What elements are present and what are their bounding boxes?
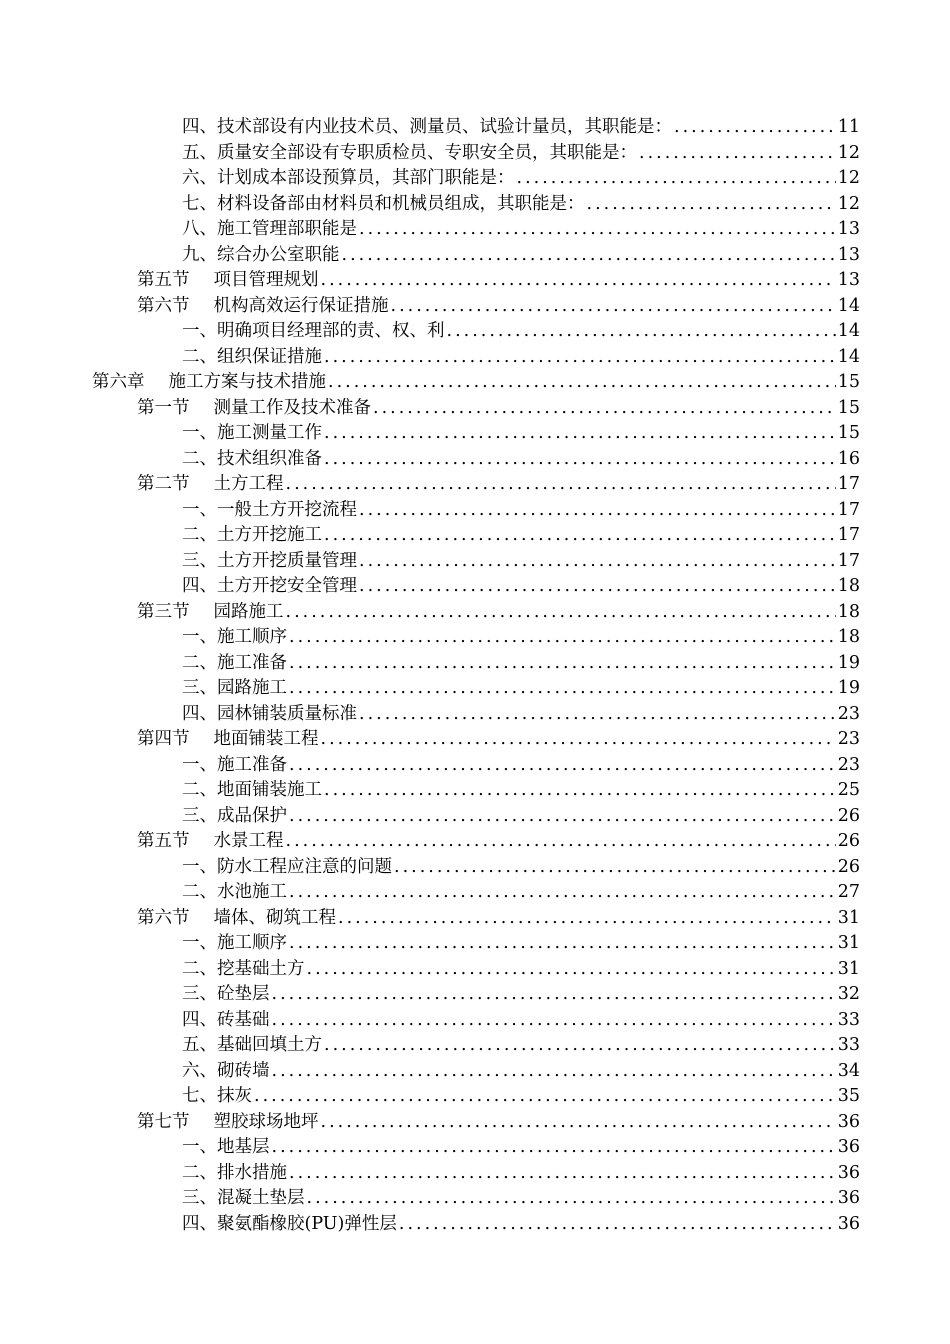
toc-entry-label: 二、地面铺装施工 bbox=[182, 780, 322, 800]
toc-leader-dots bbox=[270, 1008, 836, 1034]
toc-entry-title: 地面铺装工程 bbox=[213, 729, 319, 749]
toc-page-number: 12 bbox=[837, 142, 860, 163]
toc-entry-label: 一、一般土方开挖流程 bbox=[182, 499, 357, 520]
toc-entry-title: 测量工作及技术准备 bbox=[213, 397, 371, 418]
toc-entry-item[interactable] bbox=[92, 549, 860, 575]
toc-page-number: 17 bbox=[837, 525, 860, 545]
toc-entry-label: 二、水池施工 bbox=[182, 882, 287, 902]
toc-entry-text bbox=[137, 472, 284, 498]
toc-entry-title: 施工方案与技术措施 bbox=[168, 372, 326, 392]
toc-entry-item[interactable] bbox=[92, 880, 860, 906]
toc-entry-section[interactable] bbox=[92, 1110, 860, 1136]
toc-entry-title: 塑胶球场地坪 bbox=[213, 1111, 319, 1132]
toc-entry-text bbox=[182, 243, 340, 269]
toc-page-number: 12 bbox=[837, 168, 860, 188]
toc-entry-text bbox=[182, 1059, 270, 1085]
toc-entry-text bbox=[182, 1186, 305, 1212]
toc-entry-item[interactable] bbox=[92, 982, 860, 1008]
toc-entry-chapter[interactable] bbox=[92, 370, 860, 396]
toc-entry-text bbox=[137, 1110, 319, 1136]
toc-page-number: 36 bbox=[837, 1188, 860, 1208]
toc-entry-section[interactable] bbox=[92, 600, 860, 626]
toc-entry-title: 机构高效运行保证措施 bbox=[213, 295, 389, 316]
toc-entry-item[interactable] bbox=[92, 523, 860, 549]
toc-entry-text bbox=[137, 294, 389, 320]
toc-page-number: 23 bbox=[837, 703, 860, 724]
toc-leader-dots bbox=[357, 549, 836, 575]
toc-leader-dots bbox=[287, 625, 836, 651]
toc-entry-text bbox=[182, 574, 357, 600]
toc-entry-label: 七、抹灰 bbox=[182, 1086, 252, 1106]
toc-entry-item[interactable] bbox=[92, 192, 860, 218]
toc-leader-dots bbox=[336, 906, 836, 932]
toc-page-number: 36 bbox=[837, 1111, 860, 1132]
toc-page-number: 36 bbox=[837, 1137, 860, 1157]
toc-entry-label: 第三节 bbox=[137, 601, 190, 622]
toc-leader-dots bbox=[515, 166, 836, 192]
toc-entry-item[interactable] bbox=[92, 1212, 860, 1238]
toc-leader-dots bbox=[322, 447, 836, 473]
toc-entry-item[interactable] bbox=[92, 957, 860, 983]
toc-leader-dots bbox=[322, 345, 836, 371]
toc-entry-text bbox=[182, 855, 392, 881]
toc-page-number: 18 bbox=[837, 576, 860, 596]
toc-entry-text bbox=[182, 549, 357, 575]
toc-entry-text bbox=[182, 1135, 270, 1161]
toc-page-number: 23 bbox=[837, 754, 860, 775]
toc-leader-dots bbox=[357, 217, 836, 243]
toc-entry-section[interactable] bbox=[92, 396, 860, 422]
toc-entry-text bbox=[182, 115, 672, 141]
toc-page-number: 19 bbox=[837, 652, 860, 673]
toc-page-number: 26 bbox=[837, 831, 860, 851]
toc-leader-dots bbox=[326, 370, 836, 396]
toc-entry-label: 一、施工顺序 bbox=[182, 627, 287, 647]
toc-entry-item[interactable] bbox=[92, 1186, 860, 1212]
toc-entry-item[interactable] bbox=[92, 804, 860, 830]
toc-entry-title: 园路施工 bbox=[213, 601, 284, 622]
toc-entry-label: 二、土方开挖施工 bbox=[182, 525, 322, 545]
toc-entry-item[interactable] bbox=[92, 115, 860, 141]
toc-page-number: 13 bbox=[837, 244, 860, 265]
toc-entry-item[interactable] bbox=[92, 498, 860, 524]
toc-leader-dots bbox=[319, 727, 836, 753]
toc-leader-dots bbox=[340, 243, 836, 269]
toc-entry-label: 三、混凝土垫层 bbox=[182, 1188, 305, 1208]
toc-entry-text bbox=[137, 829, 284, 855]
toc-leader-dots bbox=[322, 421, 836, 447]
toc-entry-item[interactable] bbox=[92, 1008, 860, 1034]
toc-page-number: 32 bbox=[837, 984, 860, 1004]
toc-entry-label: 第四节 bbox=[137, 729, 190, 749]
toc-leader-dots bbox=[270, 1135, 836, 1161]
toc-entry-item[interactable] bbox=[92, 1033, 860, 1059]
toc-leader-dots bbox=[284, 472, 836, 498]
toc-page-number: 23 bbox=[837, 729, 860, 749]
toc-entry-label: 第五节 bbox=[137, 831, 190, 851]
toc-entry-text bbox=[137, 396, 371, 422]
toc-entry-item[interactable] bbox=[92, 778, 860, 804]
toc-entry-item[interactable] bbox=[92, 702, 860, 728]
table-of-contents bbox=[92, 115, 860, 1237]
toc-leader-dots bbox=[322, 1033, 836, 1059]
toc-page-number: 34 bbox=[837, 1060, 860, 1081]
toc-entry-item[interactable] bbox=[92, 574, 860, 600]
toc-entry-label: 二、施工准备 bbox=[182, 652, 287, 673]
toc-leader-dots bbox=[284, 600, 836, 626]
toc-entry-label: 一、防水工程应注意的问题 bbox=[182, 856, 392, 877]
toc-page-number: 25 bbox=[837, 780, 860, 800]
toc-leader-dots bbox=[585, 192, 836, 218]
toc-entry-text bbox=[92, 370, 326, 396]
toc-page-number: 18 bbox=[837, 627, 860, 647]
toc-entry-item[interactable] bbox=[92, 855, 860, 881]
toc-leader-dots bbox=[397, 1212, 836, 1238]
toc-entry-label: 四、土方开挖安全管理 bbox=[182, 576, 357, 596]
toc-entry-label: 第七节 bbox=[137, 1111, 190, 1132]
toc-entry-label: 三、园路施工 bbox=[182, 678, 287, 698]
toc-entry-item[interactable] bbox=[92, 319, 860, 345]
toc-leader-dots bbox=[371, 396, 836, 422]
toc-entry-item[interactable] bbox=[92, 931, 860, 957]
toc-entry-section[interactable] bbox=[92, 829, 860, 855]
toc-entry-item[interactable] bbox=[92, 625, 860, 651]
toc-entry-label: 第二节 bbox=[137, 474, 190, 494]
toc-entry-label: 四、技术部设有内业技术员、测量员、试验计量员，其职能是： bbox=[182, 117, 672, 137]
toc-page-number: 27 bbox=[837, 882, 860, 902]
toc-entry-text bbox=[137, 268, 319, 294]
toc-entry-text bbox=[182, 1008, 270, 1034]
toc-page-number: 15 bbox=[837, 397, 860, 418]
toc-leader-dots bbox=[287, 753, 836, 779]
toc-entry-text bbox=[182, 217, 357, 243]
toc-leader-dots bbox=[287, 1161, 836, 1187]
toc-entry-text bbox=[182, 753, 287, 779]
toc-page-number: 31 bbox=[837, 958, 860, 979]
toc-entry-text bbox=[182, 957, 305, 983]
toc-entry-label: 二、挖基础土方 bbox=[182, 958, 305, 979]
toc-entry-text bbox=[182, 702, 357, 728]
toc-leader-dots bbox=[284, 829, 836, 855]
toc-entry-label: 四、砖基础 bbox=[182, 1009, 270, 1030]
toc-entry-text bbox=[182, 651, 287, 677]
toc-entry-label: 五、基础回填土方 bbox=[182, 1035, 322, 1055]
toc-leader-dots bbox=[305, 957, 836, 983]
toc-entry-text bbox=[182, 1033, 322, 1059]
toc-entry-title: 项目管理规划 bbox=[213, 270, 319, 290]
toc-page-number: 12 bbox=[837, 193, 860, 214]
toc-leader-dots bbox=[287, 931, 836, 957]
toc-entry-label: 五、质量安全部设有专职质检员、专职安全员，其职能是： bbox=[182, 142, 637, 163]
toc-leader-dots bbox=[287, 804, 836, 830]
toc-page-number: 33 bbox=[837, 1035, 860, 1055]
toc-entry-label: 三、砼垫层 bbox=[182, 984, 270, 1004]
toc-leader-dots bbox=[305, 1186, 836, 1212]
toc-entry-text bbox=[182, 345, 322, 371]
toc-entry-text bbox=[182, 1084, 252, 1110]
toc-entry-label: 二、技术组织准备 bbox=[182, 448, 322, 469]
toc-page-number: 13 bbox=[837, 219, 860, 239]
toc-page-number: 14 bbox=[837, 295, 860, 316]
toc-entry-label: 一、明确项目经理部的责、权、利 bbox=[182, 321, 445, 341]
toc-entry-item[interactable] bbox=[92, 651, 860, 677]
toc-page-number: 36 bbox=[837, 1213, 860, 1234]
toc-entry-text bbox=[182, 421, 322, 447]
toc-entry-label: 六、砌砖墙 bbox=[182, 1060, 270, 1081]
toc-page-number: 15 bbox=[837, 372, 860, 392]
toc-entry-item[interactable] bbox=[92, 676, 860, 702]
toc-entry-text bbox=[137, 906, 336, 932]
toc-entry-title: 水景工程 bbox=[213, 831, 284, 851]
toc-entry-label: 一、施工准备 bbox=[182, 754, 287, 775]
toc-leader-dots bbox=[357, 498, 836, 524]
toc-leader-dots bbox=[270, 1059, 836, 1085]
toc-entry-text bbox=[182, 778, 322, 804]
toc-leader-dots bbox=[357, 702, 836, 728]
toc-leader-dots bbox=[287, 880, 836, 906]
toc-entry-label: 一、施工测量工作 bbox=[182, 423, 322, 443]
toc-page-number: 14 bbox=[837, 346, 860, 367]
toc-entry-label: 第一节 bbox=[137, 397, 190, 418]
toc-page-number: 15 bbox=[837, 423, 860, 443]
toc-leader-dots bbox=[322, 523, 836, 549]
toc-entry-text bbox=[182, 880, 287, 906]
toc-entry-label: 三、土方开挖质量管理 bbox=[182, 550, 357, 571]
toc-entry-item[interactable] bbox=[92, 421, 860, 447]
toc-entry-text bbox=[182, 804, 287, 830]
toc-entry-section[interactable] bbox=[92, 727, 860, 753]
toc-page-number: 14 bbox=[837, 321, 860, 341]
toc-leader-dots bbox=[637, 141, 836, 167]
toc-leader-dots bbox=[322, 778, 836, 804]
toc-page-number: 17 bbox=[837, 474, 860, 494]
toc-entry-label: 二、排水措施 bbox=[182, 1162, 287, 1183]
toc-page-number: 31 bbox=[837, 933, 860, 953]
toc-page-number: 13 bbox=[837, 270, 860, 290]
toc-entry-item[interactable] bbox=[92, 1084, 860, 1110]
toc-entry-item[interactable] bbox=[92, 1135, 860, 1161]
toc-entry-text bbox=[182, 1161, 287, 1187]
toc-entry-text bbox=[182, 192, 585, 218]
toc-entry-label: 一、地基层 bbox=[182, 1137, 270, 1157]
toc-entry-label: 第六章 bbox=[92, 372, 145, 392]
toc-leader-dots bbox=[319, 268, 836, 294]
toc-entry-label: 三、成品保护 bbox=[182, 805, 287, 826]
toc-entry-text bbox=[182, 625, 287, 651]
toc-entry-item[interactable] bbox=[92, 243, 860, 269]
toc-page-number: 26 bbox=[837, 856, 860, 877]
toc-entry-item[interactable] bbox=[92, 1161, 860, 1187]
toc-page-number: 35 bbox=[837, 1086, 860, 1106]
toc-entry-label: 第六节 bbox=[137, 295, 190, 316]
toc-entry-text bbox=[182, 319, 445, 345]
toc-page-number: 31 bbox=[837, 907, 860, 928]
toc-page-number: 33 bbox=[837, 1009, 860, 1030]
toc-entry-text bbox=[137, 727, 319, 753]
toc-leader-dots bbox=[672, 115, 836, 141]
toc-entry-text bbox=[137, 600, 284, 626]
toc-page-number: 17 bbox=[837, 499, 860, 520]
toc-entry-text bbox=[182, 931, 287, 957]
toc-leader-dots bbox=[445, 319, 836, 345]
toc-entry-item[interactable] bbox=[92, 141, 860, 167]
toc-entry-item[interactable] bbox=[92, 753, 860, 779]
toc-entry-label: 六、计划成本部设预算员，其部门职能是： bbox=[182, 168, 515, 188]
toc-leader-dots bbox=[389, 294, 836, 320]
toc-entry-label: 八、施工管理部职能是 bbox=[182, 219, 357, 239]
toc-leader-dots bbox=[392, 855, 836, 881]
toc-entry-label: 第六节 bbox=[137, 907, 190, 928]
toc-page-number: 26 bbox=[837, 805, 860, 826]
toc-entry-item[interactable] bbox=[92, 166, 860, 192]
toc-entry-title: 土方工程 bbox=[213, 474, 284, 494]
toc-entry-text bbox=[182, 447, 322, 473]
toc-entry-item[interactable] bbox=[92, 447, 860, 473]
toc-entry-text bbox=[182, 1212, 397, 1238]
toc-entry-item[interactable] bbox=[92, 217, 860, 243]
toc-entry-item[interactable] bbox=[92, 345, 860, 371]
toc-entry-label: 一、施工顺序 bbox=[182, 933, 287, 953]
toc-entry-label: 四、园林铺装质量标准 bbox=[182, 703, 357, 724]
toc-entry-section[interactable] bbox=[92, 268, 860, 294]
toc-leader-dots bbox=[287, 676, 836, 702]
toc-entry-title: 墙体、砌筑工程 bbox=[213, 907, 336, 928]
toc-entry-text bbox=[182, 523, 322, 549]
toc-page-number: 36 bbox=[837, 1162, 860, 1183]
toc-page-number: 19 bbox=[837, 678, 860, 698]
toc-entry-section[interactable] bbox=[92, 294, 860, 320]
toc-entry-label: 九、综合办公室职能 bbox=[182, 244, 340, 265]
toc-leader-dots bbox=[270, 982, 836, 1008]
toc-entry-label: 第五节 bbox=[137, 270, 190, 290]
toc-entry-item[interactable] bbox=[92, 1059, 860, 1085]
toc-entry-text bbox=[182, 166, 515, 192]
toc-page-number: 18 bbox=[837, 601, 860, 622]
toc-page-number: 16 bbox=[837, 448, 860, 469]
toc-entry-label: 四、聚氨酯橡胶(PU)弹性层 bbox=[182, 1213, 397, 1234]
toc-entry-label: 七、材料设备部由材料员和机械员组成，其职能是： bbox=[182, 193, 585, 214]
toc-leader-dots bbox=[319, 1110, 836, 1136]
toc-entry-label: 二、组织保证措施 bbox=[182, 346, 322, 367]
toc-entry-text bbox=[182, 982, 270, 1008]
toc-entry-text bbox=[182, 498, 357, 524]
toc-entry-section[interactable] bbox=[92, 472, 860, 498]
toc-entry-section[interactable] bbox=[92, 906, 860, 932]
toc-leader-dots bbox=[357, 574, 836, 600]
toc-page-number: 17 bbox=[837, 550, 860, 571]
toc-leader-dots bbox=[252, 1084, 836, 1110]
toc-entry-text bbox=[182, 141, 637, 167]
toc-leader-dots bbox=[287, 651, 836, 677]
toc-page-number: 11 bbox=[837, 117, 860, 137]
toc-entry-text bbox=[182, 676, 287, 702]
